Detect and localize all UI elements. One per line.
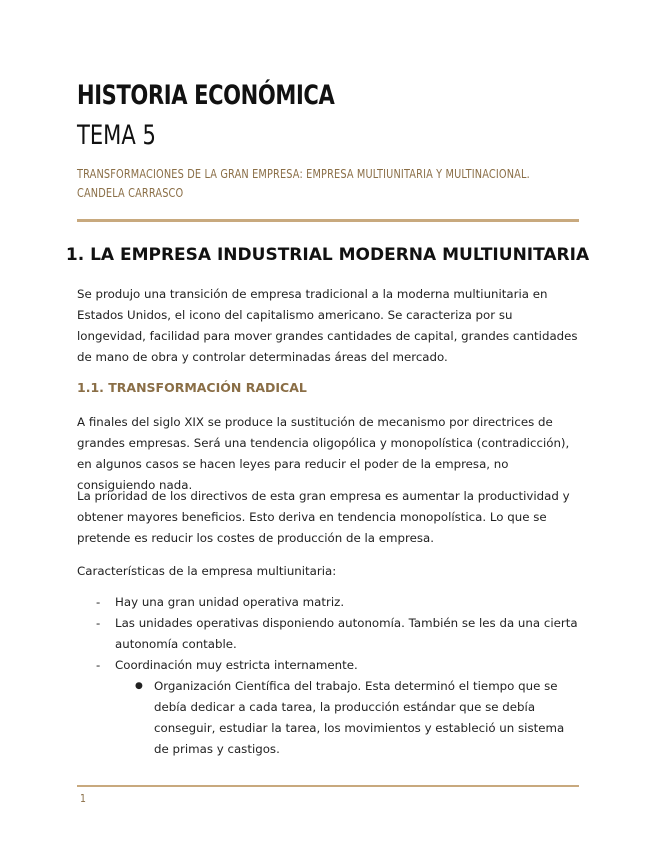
- section-heading: 1. LA EMPRESA INDUSTRIAL MODERNA MULTIUNITARIA: [65, 245, 590, 265]
- bullet-icon: ●: [135, 681, 143, 691]
- sub-list-item: [77, 676, 579, 760]
- document-author: CANDELA CARRASCO: [77, 185, 184, 200]
- list-item: [77, 613, 579, 655]
- dash-marker: -: [96, 658, 101, 672]
- document-subtitle: TEMA 5: [77, 120, 156, 151]
- list-item-text: Coordinación muy estricta internamente.: [115, 658, 358, 672]
- list-item: [77, 655, 579, 676]
- sub-list-item-text: Organización Científica del trabajo. Esta determinó el tiempo que se debía dedicar a cada tarea, la producción estándar que se debía conseguir, estudiar la tarea, los movimientos y estableció un sistema de primas y castigos.: [154, 679, 565, 756]
- document-title: HISTORIA ECONÓMICA: [77, 80, 335, 111]
- document-topic: TRANSFORMACIONES DE LA GRAN EMPRESA: EMPRESA MULTIUNITARIA Y MULTINACIONAL.: [77, 166, 530, 181]
- paragraph: A finales del siglo XIX se produce la sustitución de mecanismo por directrices de grandes empresas. Será una tendencia oligopólica y monopolística (contradicción), en algunos casos se hacen leyes para reducir el poder de la empresa, no consiguiendo nada.: [77, 415, 570, 492]
- intro-paragraph: Se produjo una transición de empresa tradicional a la moderna multiunitaria en Estados Unidos, el icono del capitalismo americano. Se caracteriza por su longevidad, facilidad para mover grandes cantidades de capital, grandes cantidades de mano de obra y controlar determinadas áreas del mercado.: [77, 287, 578, 364]
- header-divider: [77, 219, 579, 222]
- footer-divider: [77, 785, 579, 787]
- dash-marker: -: [96, 616, 101, 630]
- dash-marker: -: [96, 595, 101, 609]
- list-item-text: Hay una gran unidad operativa matriz.: [115, 595, 345, 609]
- paragraph: La prioridad de los directivos de esta gran empresa es aumentar la productividad y obtener mayores beneficios. Esto deriva en tendencia monopolística. Lo que se pretende es reducir los costes de producción de la empresa.: [77, 489, 570, 545]
- subsection-heading: 1.1. TRANSFORMACIÓN RADICAL: [77, 380, 307, 395]
- list-item-text: Las unidades operativas disponiendo autonomía. También se les da una cierta autonomía contable.: [115, 616, 578, 651]
- characteristics-list: [77, 592, 579, 760]
- list-item: [77, 592, 579, 613]
- list-intro: Características de la empresa multiunitaria:: [77, 564, 337, 578]
- page-number: 1: [80, 792, 86, 805]
